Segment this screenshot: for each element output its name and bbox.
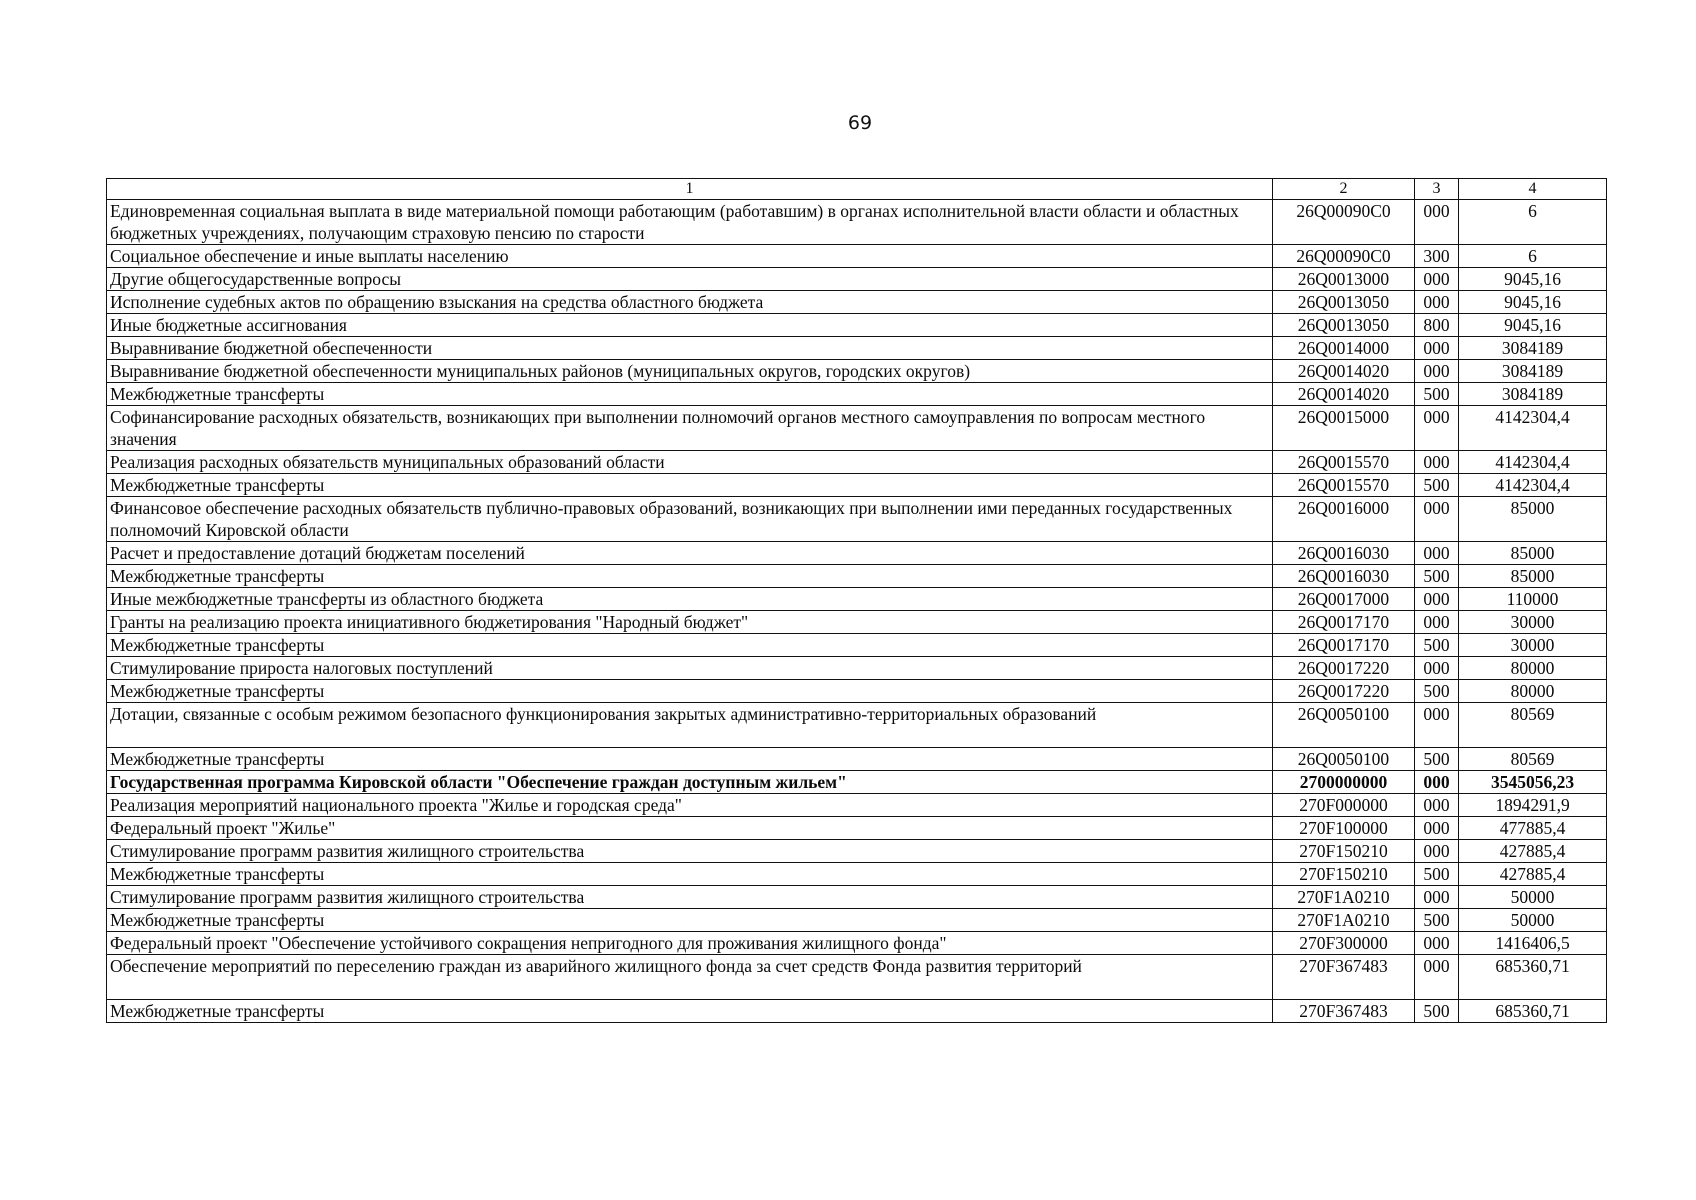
header-col-3: 3: [1415, 179, 1459, 200]
row-kind: 000: [1415, 886, 1459, 909]
row-kind: 300: [1415, 245, 1459, 268]
row-name: Межбюджетные трансферты: [107, 634, 1273, 657]
row-amount: 85000: [1459, 565, 1607, 588]
row-name: Выравнивание бюджетной обеспеченности: [107, 337, 1273, 360]
row-kind: 000: [1415, 794, 1459, 817]
row-code: 270F367483: [1273, 1000, 1415, 1023]
row-amount: 4142304,4: [1459, 451, 1607, 474]
row-code: 26Q0016030: [1273, 565, 1415, 588]
table-row: [107, 337, 1607, 360]
row-code: 26Q0050100: [1273, 748, 1415, 771]
row-code: 26Q0013000: [1273, 268, 1415, 291]
row-kind: 000: [1415, 337, 1459, 360]
row-code: 2700000000: [1273, 771, 1415, 794]
table-row: [107, 932, 1607, 955]
row-kind: 000: [1415, 200, 1459, 245]
table-row: [107, 542, 1607, 565]
row-amount: 80569: [1459, 703, 1607, 748]
table-row: [107, 474, 1607, 497]
row-amount: 4142304,4: [1459, 406, 1607, 451]
row-amount: 50000: [1459, 886, 1607, 909]
row-name: Межбюджетные трансферты: [107, 748, 1273, 771]
row-name: Межбюджетные трансферты: [107, 680, 1273, 703]
row-kind: 000: [1415, 406, 1459, 451]
row-name: Социальное обеспечение и иные выплаты населению: [107, 245, 1273, 268]
table-row: [107, 680, 1607, 703]
row-code: 26Q0013050: [1273, 314, 1415, 337]
table-row: [107, 748, 1607, 771]
table-row: [107, 863, 1607, 886]
row-kind: 000: [1415, 611, 1459, 634]
row-name: Межбюджетные трансферты: [107, 1000, 1273, 1023]
row-kind: 800: [1415, 314, 1459, 337]
row-code: 26Q0015570: [1273, 474, 1415, 497]
row-amount: 477885,4: [1459, 817, 1607, 840]
row-amount: 110000: [1459, 588, 1607, 611]
row-amount: 3084189: [1459, 337, 1607, 360]
row-amount: 9045,16: [1459, 291, 1607, 314]
row-amount: 50000: [1459, 909, 1607, 932]
row-kind: 500: [1415, 474, 1459, 497]
row-name: Федеральный проект "Обеспечение устойчивого сокращения непригодного для проживания жилищного фонда": [107, 932, 1273, 955]
header-col-2: 2: [1273, 179, 1415, 200]
row-name: Межбюджетные трансферты: [107, 474, 1273, 497]
row-name: Иные бюджетные ассигнования: [107, 314, 1273, 337]
table-row: [107, 840, 1607, 863]
row-code: 26Q0014020: [1273, 360, 1415, 383]
table-row: [107, 703, 1607, 748]
row-code: 26Q0017000: [1273, 588, 1415, 611]
row-kind: 000: [1415, 268, 1459, 291]
row-code: 26Q0050100: [1273, 703, 1415, 748]
row-kind: 000: [1415, 360, 1459, 383]
row-name: Другие общегосударственные вопросы: [107, 268, 1273, 291]
row-kind: 500: [1415, 909, 1459, 932]
row-kind: 000: [1415, 542, 1459, 565]
row-code: 26Q0017170: [1273, 634, 1415, 657]
table-row: [107, 634, 1607, 657]
row-amount: 3084189: [1459, 383, 1607, 406]
row-code: 26Q0017220: [1273, 657, 1415, 680]
row-name: Стимулирование программ развития жилищного строительства: [107, 840, 1273, 863]
row-kind: 000: [1415, 703, 1459, 748]
table-row: [107, 383, 1607, 406]
row-code: 270F367483: [1273, 955, 1415, 1000]
row-name: Единовременная социальная выплата в виде материальной помощи работающим (работавшим) в органах исполнительной власти области и областных бюджетных учреждениях, получающим страховую пенсию по старости: [107, 200, 1273, 245]
row-amount: 4142304,4: [1459, 474, 1607, 497]
row-kind: 000: [1415, 932, 1459, 955]
row-code: 270F1A0210: [1273, 909, 1415, 932]
table-row: [107, 406, 1607, 451]
table-row: [107, 1000, 1607, 1023]
row-name: Софинансирование расходных обязательств, возникающих при выполнении полномочий органов местного самоуправления по вопросам местного значения: [107, 406, 1273, 451]
row-amount: 85000: [1459, 497, 1607, 542]
row-code: 270F000000: [1273, 794, 1415, 817]
table-row: [107, 588, 1607, 611]
table-row: [107, 245, 1607, 268]
table-row: [107, 497, 1607, 542]
row-amount: 3545056,23: [1459, 771, 1607, 794]
row-amount: 30000: [1459, 611, 1607, 634]
header-row: [107, 179, 1607, 200]
row-name: Межбюджетные трансферты: [107, 565, 1273, 588]
row-code: 26Q00090C0: [1273, 200, 1415, 245]
row-name: Межбюджетные трансферты: [107, 909, 1273, 932]
table-row: [107, 955, 1607, 1000]
row-code: 26Q0016030: [1273, 542, 1415, 565]
table-row: [107, 360, 1607, 383]
row-code: 270F100000: [1273, 817, 1415, 840]
row-amount: 9045,16: [1459, 268, 1607, 291]
row-name: Реализация расходных обязательств муниципальных образований области: [107, 451, 1273, 474]
row-name: Выравнивание бюджетной обеспеченности муниципальных районов (муниципальных округов, городских округов): [107, 360, 1273, 383]
row-amount: 685360,71: [1459, 1000, 1607, 1023]
row-amount: 30000: [1459, 634, 1607, 657]
row-amount: 685360,71: [1459, 955, 1607, 1000]
table-row: [107, 291, 1607, 314]
row-kind: 500: [1415, 565, 1459, 588]
row-code: 26Q0016000: [1273, 497, 1415, 542]
row-name: Дотации, связанные с особым режимом безопасного функционирования закрытых административно-территориальных образований: [107, 703, 1273, 748]
row-kind: 500: [1415, 680, 1459, 703]
row-amount: 85000: [1459, 542, 1607, 565]
row-code: 26Q0013050: [1273, 291, 1415, 314]
row-kind: 000: [1415, 817, 1459, 840]
row-kind: 000: [1415, 451, 1459, 474]
table-row: [107, 817, 1607, 840]
table-row: [107, 886, 1607, 909]
row-name: Иные межбюджетные трансферты из областного бюджета: [107, 588, 1273, 611]
row-name: Межбюджетные трансферты: [107, 863, 1273, 886]
row-kind: 500: [1415, 1000, 1459, 1023]
row-name: Гранты на реализацию проекта инициативного бюджетирования "Народный бюджет": [107, 611, 1273, 634]
row-name: Расчет и предоставление дотаций бюджетам поселений: [107, 542, 1273, 565]
row-name: Межбюджетные трансферты: [107, 383, 1273, 406]
row-amount: 9045,16: [1459, 314, 1607, 337]
row-code: 26Q0014000: [1273, 337, 1415, 360]
row-amount: 80000: [1459, 680, 1607, 703]
row-name: Стимулирование прироста налоговых поступлений: [107, 657, 1273, 680]
row-kind: 000: [1415, 771, 1459, 794]
row-kind: 500: [1415, 863, 1459, 886]
table-row: [107, 200, 1607, 245]
row-amount: 80000: [1459, 657, 1607, 680]
row-kind: 000: [1415, 497, 1459, 542]
row-name: Реализация мероприятий национального проекта "Жилье и городская среда": [107, 794, 1273, 817]
row-name: Государственная программа Кировской области "Обеспечение граждан доступным жильем": [107, 771, 1273, 794]
row-code: 26Q00090C0: [1273, 245, 1415, 268]
row-kind: 000: [1415, 588, 1459, 611]
table-row: [107, 771, 1607, 794]
row-code: 270F1A0210: [1273, 886, 1415, 909]
row-code: 26Q0017220: [1273, 680, 1415, 703]
row-amount: 1416406,5: [1459, 932, 1607, 955]
budget-table: [106, 178, 1607, 1023]
row-code: 26Q0014020: [1273, 383, 1415, 406]
row-amount: 1894291,9: [1459, 794, 1607, 817]
row-kind: 500: [1415, 383, 1459, 406]
table-row: [107, 657, 1607, 680]
row-name: Исполнение судебных актов по обращению взыскания на средства областного бюджета: [107, 291, 1273, 314]
header-col-4: 4: [1459, 179, 1607, 200]
table-row: [107, 451, 1607, 474]
row-kind: 500: [1415, 634, 1459, 657]
row-kind: 500: [1415, 748, 1459, 771]
row-amount: 427885,4: [1459, 863, 1607, 886]
row-amount: 427885,4: [1459, 840, 1607, 863]
row-name: Финансовое обеспечение расходных обязательств публично-правовых образований, возникающих при выполнении ими переданных государственных полномочий Кировской области: [107, 497, 1273, 542]
header-col-1: 1: [107, 179, 1273, 200]
table-row: [107, 611, 1607, 634]
table-row: [107, 314, 1607, 337]
row-kind: 000: [1415, 955, 1459, 1000]
row-amount: 6: [1459, 200, 1607, 245]
row-code: 270F150210: [1273, 840, 1415, 863]
row-amount: 80569: [1459, 748, 1607, 771]
row-name: Обеспечение мероприятий по переселению граждан из аварийного жилищного фонда за счет средств Фонда развития территорий: [107, 955, 1273, 1000]
table-row: [107, 268, 1607, 291]
row-code: 26Q0017170: [1273, 611, 1415, 634]
row-kind: 000: [1415, 657, 1459, 680]
row-kind: 000: [1415, 840, 1459, 863]
page-number: 69: [847, 112, 873, 134]
row-amount: 6: [1459, 245, 1607, 268]
row-kind: 000: [1415, 291, 1459, 314]
row-code: 26Q0015000: [1273, 406, 1415, 451]
row-name: Стимулирование программ развития жилищного строительства: [107, 886, 1273, 909]
table-row: [107, 794, 1607, 817]
table-row: [107, 909, 1607, 932]
row-code: 26Q0015570: [1273, 451, 1415, 474]
row-amount: 3084189: [1459, 360, 1607, 383]
row-code: 270F300000: [1273, 932, 1415, 955]
table-row: [107, 565, 1607, 588]
row-name: Федеральный проект "Жилье": [107, 817, 1273, 840]
row-code: 270F150210: [1273, 863, 1415, 886]
